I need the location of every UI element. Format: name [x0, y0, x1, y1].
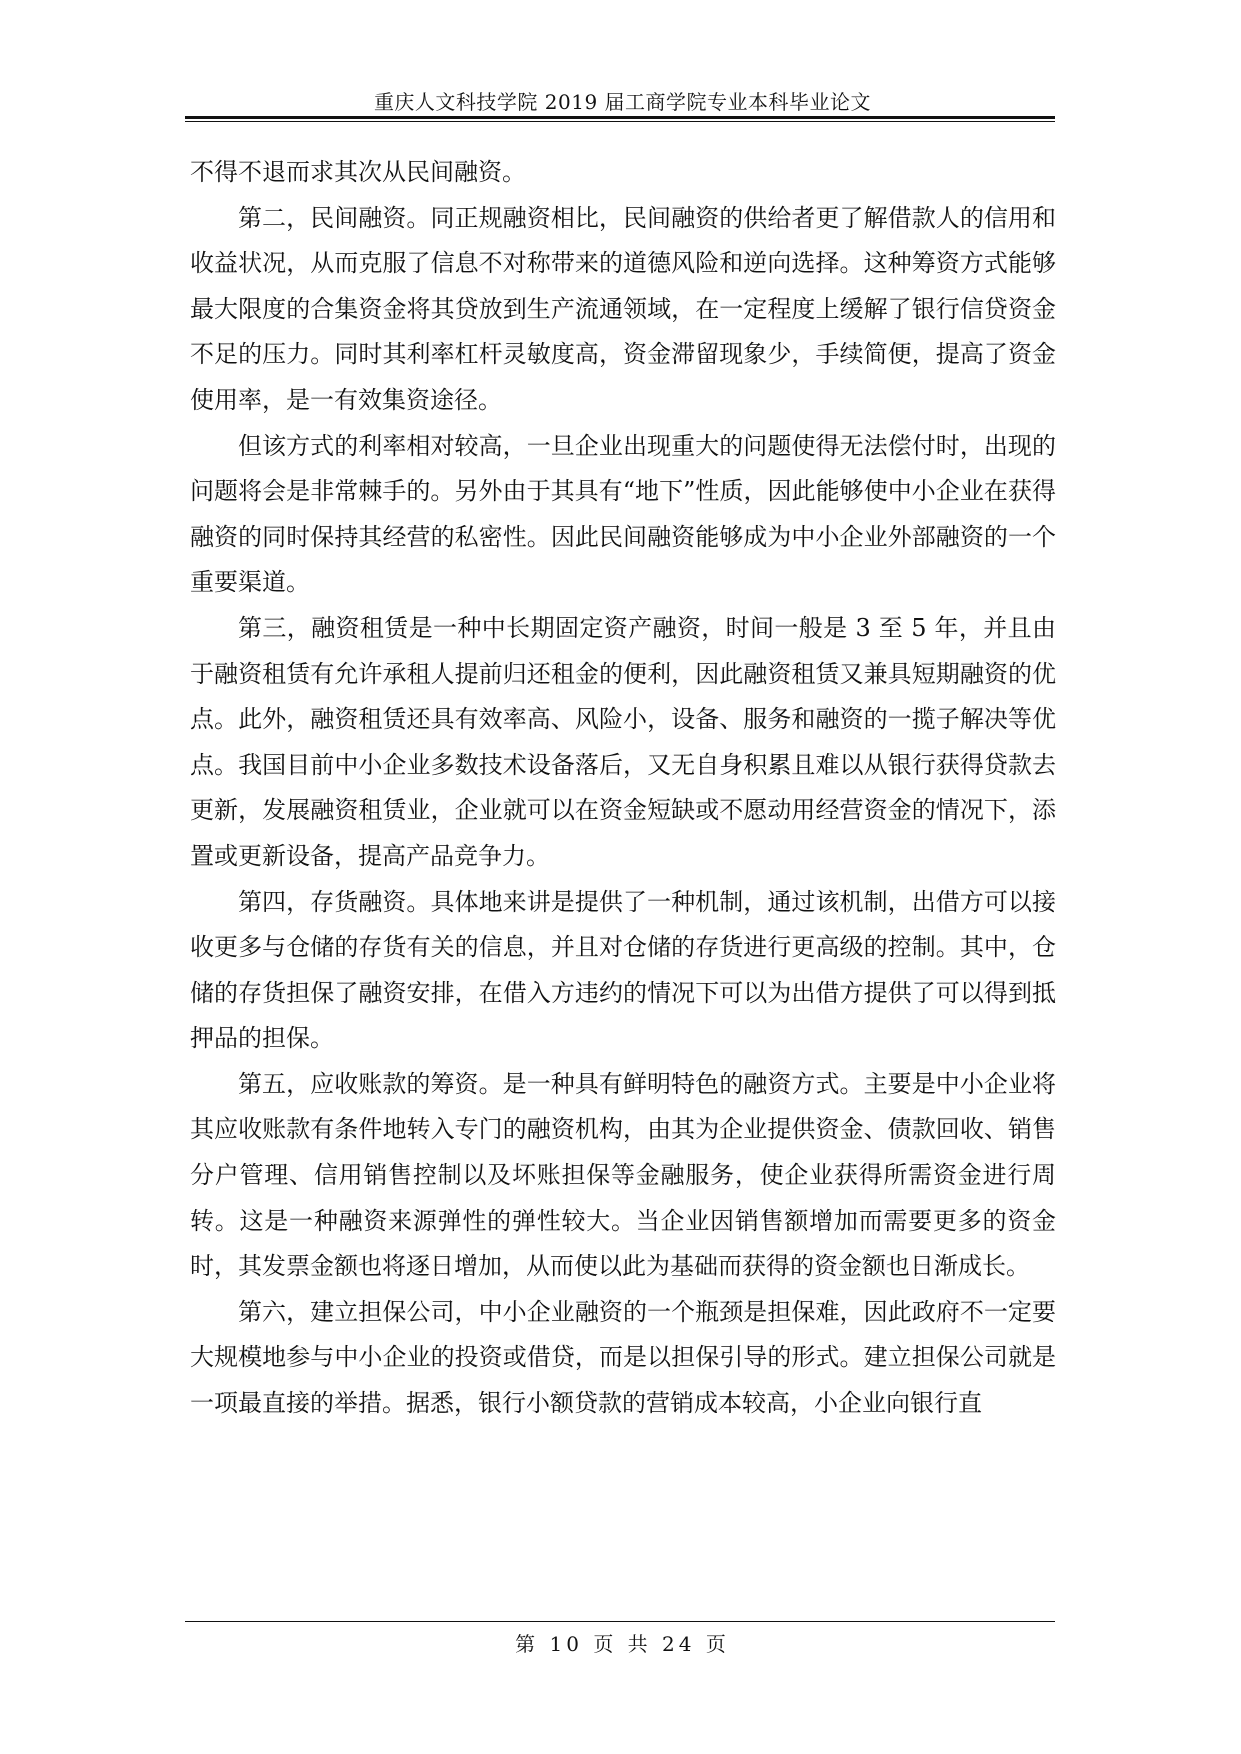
- paragraph: 第六，建立担保公司，中小企业融资的一个瓶颈是担保难，因此政府不一定要大规模地参与中小企业的投资或借贷，而是以担保引导的形式。建立担保公司就是一项最直接的举措。据悉，银行小额贷款的营销成本较高，小企业向银行直: [190, 1297, 1056, 1418]
- paragraph: 第三，融资租赁是一种中长期固定资产融资，时间一般是 3 至 5 年，并且由于融资租赁有允许承租人提前归还租金的便利，因此融资租赁又兼具短期融资的优点。此外，融资租赁还具有效率高、风险小，设备、服务和融资的一揽子解决等优点。我国目前中小企业多数技术设备落后，又无自身积累且难以从银行获得贷款去更新，发展融资租赁业，企业就可以在资金短缺或不愿动用经营资金的情况下，添置或更新设备，提高产品竞争力。: [190, 613, 1056, 870]
- paragraph: 第二，民间融资。同正规融资相比，民间融资的供给者更了解借款人的信用和收益状况，从而克服了信息不对称带来的道德风险和逆向选择。这种筹资方式能够最大限度的合集资金将其贷放到生产流通领域，在一定程度上缓解了银行信贷资金不足的压力。同时其利率杠杆灵敏度高，资金滞留现象少，手续简便，提高了资金使用率，是一有效集资途径。: [190, 203, 1056, 414]
- paragraph: 第四，存货融资。具体地来讲是提供了一种机制，通过该机制，出借方可以接收更多与仓储的存货有关的信息，并且对仓储的存货进行更高级的控制。其中，仓储的存货担保了融资安排，在借入方违约的情况下可以为出借方提供了可以得到抵押品的担保。: [190, 887, 1056, 1053]
- paragraph: 第五，应收账款的筹资。是一种具有鲜明特色的融资方式。主要是中小企业将其应收账款有条件地转入专门的融资机构，由其为企业提供资金、债款回收、销售分户管理、信用销售控制以及坏账担保等金融服务，使企业获得所需资金进行周转。这是一种融资来源弹性的弹性较大。当企业因销售额增加而需要更多的资金时，其发票金额也将逐日增加，从而使以此为基础而获得的资金额也日渐成长。: [190, 1069, 1056, 1281]
- footer-rule: [185, 1621, 1055, 1622]
- paragraph: 不得不退而求其次从民间融资。: [190, 158, 526, 186]
- paragraph: 但该方式的利率相对较高，一旦企业出现重大的问题使得无法偿付时，出现的问题将会是非常棘手的。另外由于其具有“地下”性质，因此能够使中小企业在获得融资的同时保持其经营的私密性。因此民间融资能够成为中小企业外部融资的一个重要渠道。: [190, 431, 1056, 597]
- page-number: 第 10 页 共 24 页: [515, 1632, 730, 1656]
- document-body: [190, 150, 1056, 1427]
- page-header: 重庆人文科技学院 2019 届工商学院专业本科毕业论文: [373, 90, 872, 114]
- header-rule-thick: [185, 116, 1055, 119]
- header-rule-thin: [185, 121, 1055, 122]
